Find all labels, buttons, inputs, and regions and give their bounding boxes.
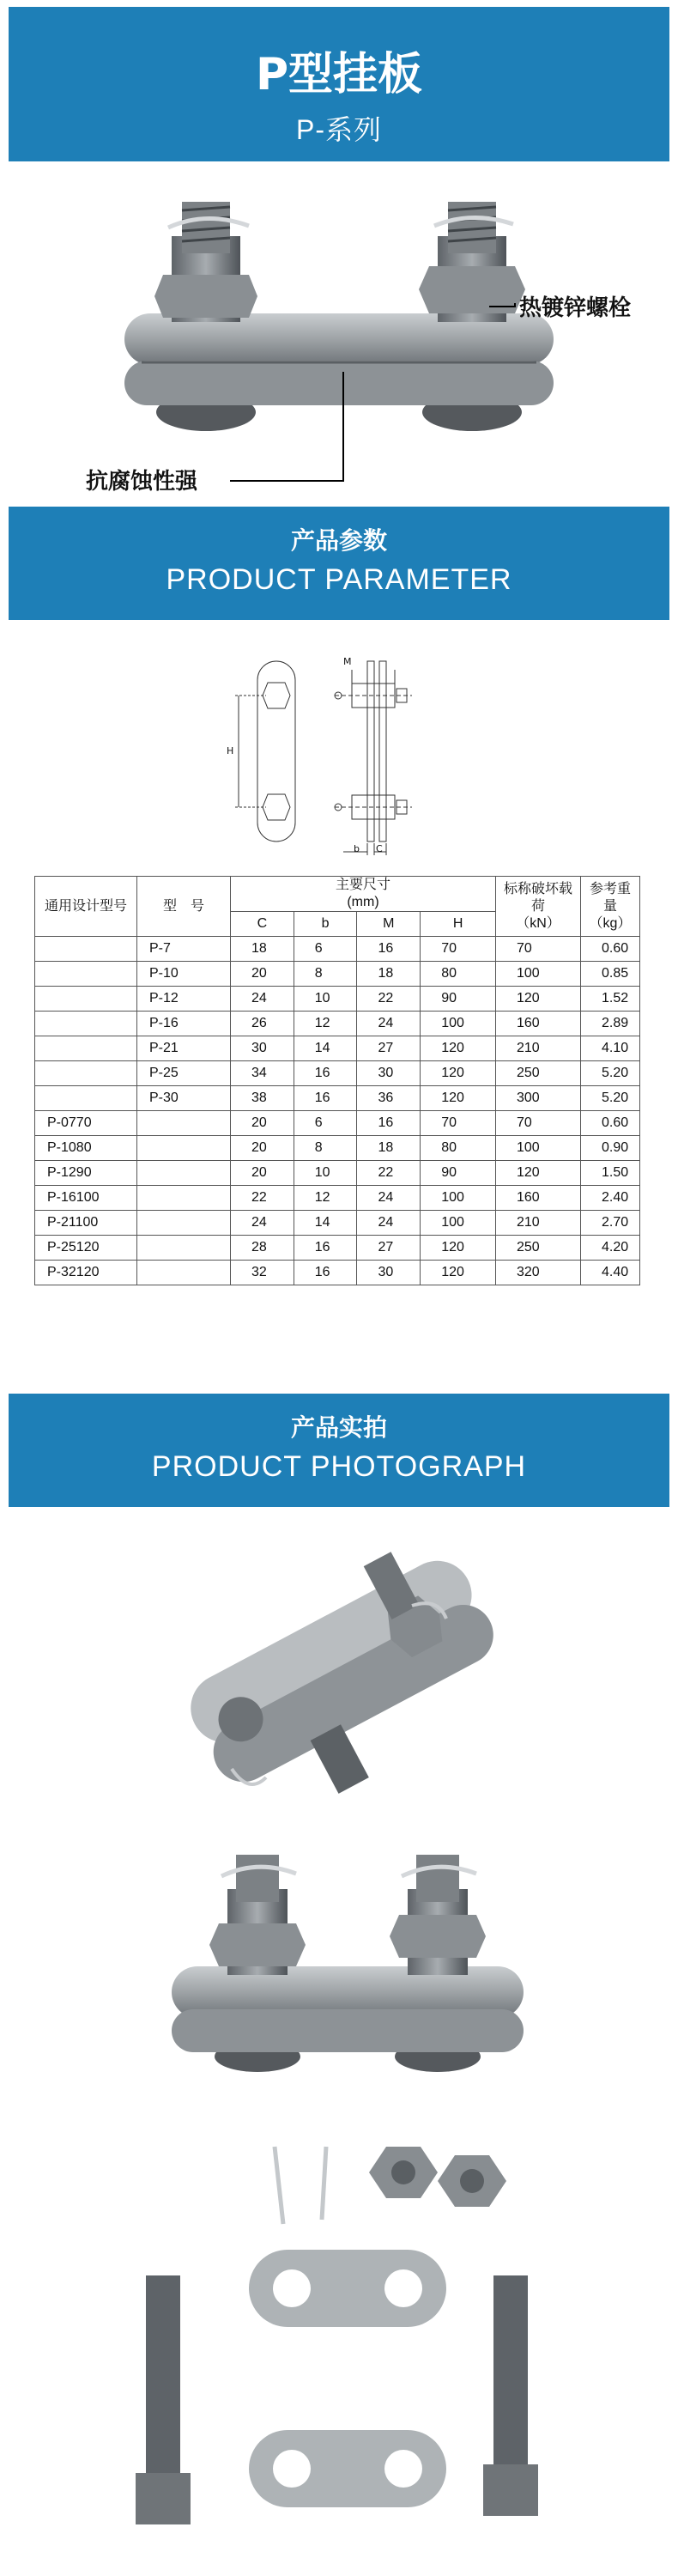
table-cell-h: 70 xyxy=(421,937,496,962)
table-cell-b: 10 xyxy=(294,1161,357,1186)
technical-drawing-svg xyxy=(215,653,472,859)
table-cell-c: 20 xyxy=(231,962,294,987)
table-cell-design: P-0770 xyxy=(35,1111,137,1136)
table-row xyxy=(35,1086,640,1111)
table-row xyxy=(35,1161,640,1186)
product-photo-parts xyxy=(129,2121,558,2567)
table-cell-m: 24 xyxy=(357,1186,421,1211)
table-cell-b: 14 xyxy=(294,1211,357,1236)
table-cell-c: 32 xyxy=(231,1261,294,1285)
table-cell-design: P-21100 xyxy=(35,1211,137,1236)
table-cell-h: 100 xyxy=(421,1186,496,1211)
table-cell-kg: 4.10 xyxy=(581,1036,640,1061)
table-cell-h: 100 xyxy=(421,1211,496,1236)
product-photo-angled-svg xyxy=(154,1537,532,1812)
photograph-banner xyxy=(9,1394,669,1507)
table-cell-c: 24 xyxy=(231,987,294,1012)
table-cell-model xyxy=(137,1186,231,1211)
table-header-row xyxy=(35,877,640,912)
technical-drawing xyxy=(215,653,472,859)
table-cell-h: 120 xyxy=(421,1261,496,1285)
table-cell-design xyxy=(35,987,137,1012)
table-cell-model xyxy=(137,1236,231,1261)
table-cell-design xyxy=(35,1012,137,1036)
table-cell-design: P-1290 xyxy=(35,1161,137,1186)
table-cell-b: 6 xyxy=(294,1111,357,1136)
table-cell-design xyxy=(35,1036,137,1061)
table-cell-c: 22 xyxy=(231,1186,294,1211)
table-cell-kg: 1.52 xyxy=(581,987,640,1012)
table-cell-kg: 2.70 xyxy=(581,1211,640,1236)
table-cell-c: 34 xyxy=(231,1061,294,1086)
page-subtitle: P-系列 xyxy=(295,114,382,145)
table-cell-model xyxy=(137,1261,231,1285)
table-cell-c: 20 xyxy=(231,1136,294,1161)
table-cell-model: P-30 xyxy=(137,1086,231,1111)
table-cell-h: 120 xyxy=(421,1036,496,1061)
table-cell-model xyxy=(137,1111,231,1136)
table-cell-b: 16 xyxy=(294,1061,357,1086)
product-photo-front-svg xyxy=(154,1838,532,2095)
parameter-title-en: PRODUCT PARAMETER xyxy=(166,563,512,596)
table-cell-m: 18 xyxy=(357,962,421,987)
table-cell-h: 80 xyxy=(421,1136,496,1161)
table-cell-kg: 2.40 xyxy=(581,1186,640,1211)
table-cell-kg: 2.89 xyxy=(581,1012,640,1036)
photograph-title-en: PRODUCT PHOTOGRAPH xyxy=(151,1450,527,1483)
header-main-dims: 主要尺寸 (mm) xyxy=(231,877,496,912)
table-row xyxy=(35,1036,640,1061)
table-cell-m: 18 xyxy=(357,1136,421,1161)
table-cell-model: P-7 xyxy=(137,937,231,962)
table-cell-h: 90 xyxy=(421,1161,496,1186)
table-cell-kg: 0.85 xyxy=(581,962,640,987)
table-cell-design xyxy=(35,1061,137,1086)
table-cell-model: P-25 xyxy=(137,1061,231,1086)
table-cell-m: 30 xyxy=(357,1261,421,1285)
table-cell-c: 38 xyxy=(231,1086,294,1111)
table-cell-kn: 120 xyxy=(496,1161,581,1186)
table-cell-m: 36 xyxy=(357,1086,421,1111)
table-cell-kn: 120 xyxy=(496,987,581,1012)
table-row xyxy=(35,1186,640,1211)
table-cell-kg: 4.20 xyxy=(581,1236,640,1261)
product-photo-angled xyxy=(154,1537,532,1812)
header-h: H xyxy=(421,912,496,937)
table-cell-m: 30 xyxy=(357,1061,421,1086)
table-cell-design: P-32120 xyxy=(35,1261,137,1285)
table-cell-kn: 100 xyxy=(496,1136,581,1161)
parameter-title-cn: 产品参数 xyxy=(290,526,387,555)
table-cell-c: 26 xyxy=(231,1012,294,1036)
hero-product-image xyxy=(0,176,678,494)
table-cell-kg: 5.20 xyxy=(581,1061,640,1086)
table-cell-kg: 0.90 xyxy=(581,1136,640,1161)
callout-galvanized-bolt: 热镀锌螺栓 xyxy=(519,295,632,321)
table-cell-h: 120 xyxy=(421,1086,496,1111)
table-cell-c: 24 xyxy=(231,1211,294,1236)
table-cell-kn: 320 xyxy=(496,1261,581,1285)
header-weight: 参考重量 （kg） xyxy=(581,877,640,937)
table-cell-b: 14 xyxy=(294,1036,357,1061)
table-row xyxy=(35,1111,640,1136)
table-cell-kn: 250 xyxy=(496,1061,581,1086)
spec-table-body xyxy=(35,937,640,1285)
header-m: M xyxy=(357,912,421,937)
table-cell-h: 80 xyxy=(421,962,496,987)
table-cell-b: 12 xyxy=(294,1186,357,1211)
table-cell-kn: 160 xyxy=(496,1186,581,1211)
header-b: b xyxy=(294,912,357,937)
table-cell-model xyxy=(137,1161,231,1186)
table-cell-kn: 70 xyxy=(496,1111,581,1136)
table-cell-c: 20 xyxy=(231,1161,294,1186)
callout-anticorrosion: 抗腐蚀性强 xyxy=(86,469,198,495)
page-title: P型挂板 xyxy=(255,49,423,100)
table-cell-model: P-12 xyxy=(137,987,231,1012)
table-cell-m: 27 xyxy=(357,1036,421,1061)
header-c: C xyxy=(231,912,294,937)
spec-table xyxy=(34,876,640,1285)
table-cell-h: 70 xyxy=(421,1111,496,1136)
table-cell-c: 20 xyxy=(231,1111,294,1136)
table-cell-m: 16 xyxy=(357,937,421,962)
table-cell-kn: 160 xyxy=(496,1012,581,1036)
table-cell-m: 27 xyxy=(357,1236,421,1261)
dim-label-m: M xyxy=(343,656,352,667)
table-cell-m: 24 xyxy=(357,1012,421,1036)
table-row xyxy=(35,1211,640,1236)
photograph-title-cn: 产品实拍 xyxy=(290,1413,387,1442)
table-cell-b: 8 xyxy=(294,962,357,987)
table-cell-model: P-10 xyxy=(137,962,231,987)
table-cell-kn: 210 xyxy=(496,1036,581,1061)
table-cell-design: P-25120 xyxy=(35,1236,137,1261)
table-cell-model xyxy=(137,1136,231,1161)
table-cell-design xyxy=(35,937,137,962)
table-cell-design: P-1080 xyxy=(35,1136,137,1161)
table-cell-kn: 70 xyxy=(496,937,581,962)
header-design-model: 通用设计型号 xyxy=(35,877,137,937)
table-cell-kg: 5.20 xyxy=(581,1086,640,1111)
table-cell-design xyxy=(35,962,137,987)
table-cell-m: 22 xyxy=(357,1161,421,1186)
table-cell-kn: 100 xyxy=(496,962,581,987)
table-cell-b: 12 xyxy=(294,1012,357,1036)
title-banner xyxy=(9,7,669,161)
table-cell-kn: 250 xyxy=(496,1236,581,1261)
table-cell-design xyxy=(35,1086,137,1111)
table-row xyxy=(35,937,640,962)
table-cell-design: P-16100 xyxy=(35,1186,137,1211)
parameter-banner xyxy=(9,507,669,620)
table-cell-c: 28 xyxy=(231,1236,294,1261)
table-cell-model: P-21 xyxy=(137,1036,231,1061)
dim-label-b: b xyxy=(354,843,360,854)
table-cell-m: 16 xyxy=(357,1111,421,1136)
table-cell-c: 18 xyxy=(231,937,294,962)
table-row xyxy=(35,1136,640,1161)
product-photo-front xyxy=(154,1838,532,2095)
table-cell-b: 16 xyxy=(294,1261,357,1285)
product-photo-parts-svg xyxy=(129,2121,558,2567)
table-cell-b: 16 xyxy=(294,1236,357,1261)
header-load: 标称破坏载荷 （kN） xyxy=(496,877,581,937)
hero-product-illustration xyxy=(0,176,678,494)
table-cell-c: 30 xyxy=(231,1036,294,1061)
table-cell-h: 90 xyxy=(421,987,496,1012)
header-model: 型 号 xyxy=(137,877,231,937)
table-cell-kn: 210 xyxy=(496,1211,581,1236)
table-cell-h: 100 xyxy=(421,1012,496,1036)
table-row xyxy=(35,1012,640,1036)
table-cell-model: P-16 xyxy=(137,1012,231,1036)
dim-label-h: H xyxy=(227,745,234,756)
table-cell-b: 6 xyxy=(294,937,357,962)
table-cell-b: 10 xyxy=(294,987,357,1012)
table-cell-kg: 1.50 xyxy=(581,1161,640,1186)
table-cell-b: 16 xyxy=(294,1086,357,1111)
table-row xyxy=(35,1061,640,1086)
table-row xyxy=(35,1236,640,1261)
table-cell-h: 120 xyxy=(421,1061,496,1086)
table-row xyxy=(35,1261,640,1285)
table-cell-model xyxy=(137,1211,231,1236)
table-cell-b: 8 xyxy=(294,1136,357,1161)
table-row xyxy=(35,987,640,1012)
table-cell-kg: 0.60 xyxy=(581,937,640,962)
table-cell-m: 24 xyxy=(357,1211,421,1236)
dim-label-c: C xyxy=(376,843,383,854)
table-cell-kg: 0.60 xyxy=(581,1111,640,1136)
table-row xyxy=(35,962,640,987)
table-cell-kn: 300 xyxy=(496,1086,581,1111)
table-cell-h: 120 xyxy=(421,1236,496,1261)
table-cell-m: 22 xyxy=(357,987,421,1012)
table-cell-kg: 4.40 xyxy=(581,1261,640,1285)
